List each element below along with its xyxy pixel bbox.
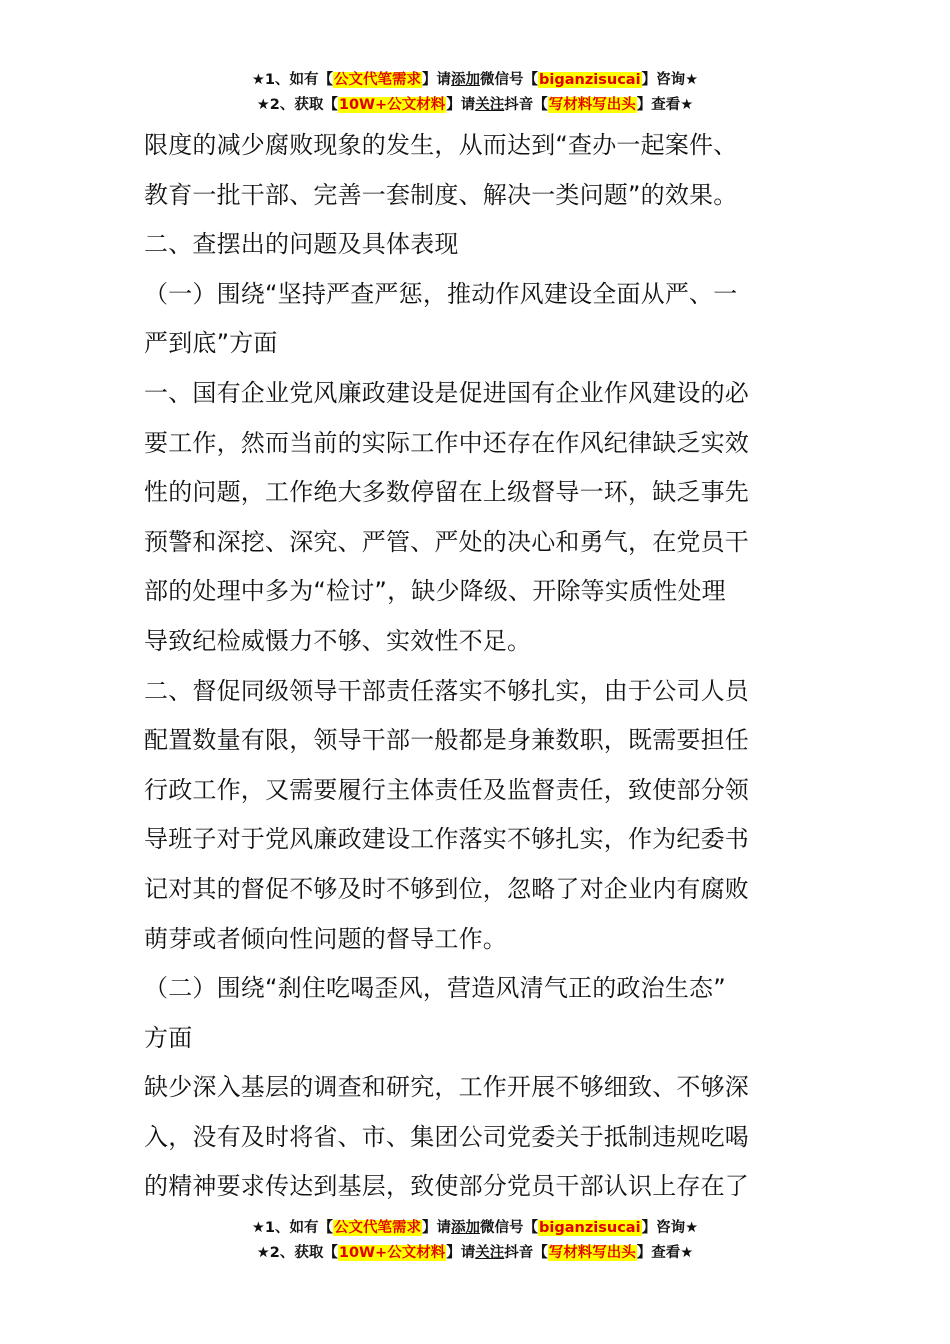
promo-text: 】请 [422, 1220, 452, 1236]
promo-text: 】查看★ [636, 97, 694, 113]
promo-text: 抖音【 [504, 97, 548, 113]
document-body [144, 121, 812, 1212]
promo-highlight: 公文代笔需求 [334, 1220, 422, 1236]
section-heading: 二、查摆出的问题及具体表现 [144, 230, 459, 259]
promo-underlined: 添加 [451, 1220, 481, 1236]
promo-highlight-douyin-id: 写材料写出头 [548, 97, 636, 113]
promo-text: 】请 [446, 97, 476, 113]
body-line: 二、督促同级领导干部责任落实不够扎实，由于公司人员 [144, 676, 749, 705]
body-line: 导致纪检威慑力不够、实效性不足。 [144, 626, 532, 655]
promo-line-1 [0, 1216, 950, 1241]
promo-line-2 [0, 93, 950, 118]
promo-text: 】咨询★ [641, 72, 699, 88]
promo-line-2 [0, 1241, 950, 1266]
footer-promo-banner [0, 1216, 950, 1266]
body-line: 一、国有企业党风廉政建设是促进国有企业作风建设的必 [144, 378, 749, 407]
subsection-heading: （一）围绕“坚持严查严惩，推动作风建设全面从严、一 [144, 279, 738, 308]
promo-highlight: 10W+公文材料 [338, 97, 446, 113]
promo-text: ★1、如有【 [251, 1220, 334, 1236]
promo-text: 】查看★ [636, 1245, 694, 1261]
body-line: 配置数量有限，领导干部一般都是身兼数职，既需要担任 [144, 726, 749, 755]
promo-underlined: 关注 [475, 97, 505, 113]
subsection-heading: 方面 [144, 1023, 193, 1052]
body-line: 限度的减少腐败现象的发生，从而达到“查办一起案件、 [144, 131, 738, 159]
promo-line-1 [0, 68, 950, 93]
promo-text: 】咨询★ [641, 1220, 699, 1236]
header-promo-banner [0, 68, 950, 118]
body-line: 要工作，然而当前的实际工作中还存在作风纪律缺乏实效 [144, 428, 749, 457]
promo-text: 】请 [422, 72, 452, 88]
subsection-heading: 严到底”方面 [144, 329, 278, 358]
body-line: 教育一批干部、完善一套制度、解决一类问题”的效果。 [144, 180, 738, 209]
promo-text: 微信号【 [480, 1220, 539, 1236]
promo-text: 抖音【 [504, 1245, 548, 1261]
body-line: 性的问题，工作绝大多数停留在上级督导一环，缺乏事先 [144, 478, 749, 507]
body-line: 行政工作，又需要履行主体责任及监督责任，致使部分领 [144, 775, 749, 804]
subsection-heading: （二）围绕“刹住吃喝歪风，营造风清气正的政治生态” [144, 974, 726, 1003]
promo-highlight-wechat-id: biganzisucai [539, 1220, 641, 1236]
body-line: 预警和深挖、深究、严管、严处的决心和勇气，在党员干 [144, 527, 749, 556]
promo-highlight-douyin-id: 写材料写出头 [548, 1245, 636, 1261]
body-line: 部的处理中多为“检讨”，缺少降级、开除等实质性处理 [144, 577, 726, 606]
promo-underlined: 添加 [451, 72, 481, 88]
promo-highlight-wechat-id: biganzisucai [539, 72, 641, 88]
promo-text: 】请 [446, 1245, 476, 1261]
promo-text: ★2、获取【 [256, 97, 338, 113]
promo-highlight: 公文代笔需求 [334, 72, 422, 88]
promo-text: 微信号【 [480, 72, 539, 88]
body-line: 导班子对于党风廉政建设工作落实不够扎实，作为纪委书 [144, 825, 749, 854]
promo-text: ★1、如有【 [251, 72, 334, 88]
body-line: 的精神要求传达到基层，致使部分党员干部认识上存在了 [144, 1172, 749, 1201]
promo-highlight: 10W+公文材料 [338, 1245, 446, 1261]
promo-underlined: 关注 [475, 1245, 505, 1261]
promo-text: ★2、获取【 [256, 1245, 338, 1261]
body-line: 记对其的督促不够及时不够到位，忽略了对企业内有腐败 [144, 874, 749, 903]
body-line: 缺少深入基层的调查和研究，工作开展不够细致、不够深 [144, 1073, 749, 1102]
body-line: 入，没有及时将省、市、集团公司党委关于抵制违规吃喝 [144, 1122, 749, 1151]
body-line: 萌芽或者倾向性问题的督导工作。 [144, 924, 507, 953]
